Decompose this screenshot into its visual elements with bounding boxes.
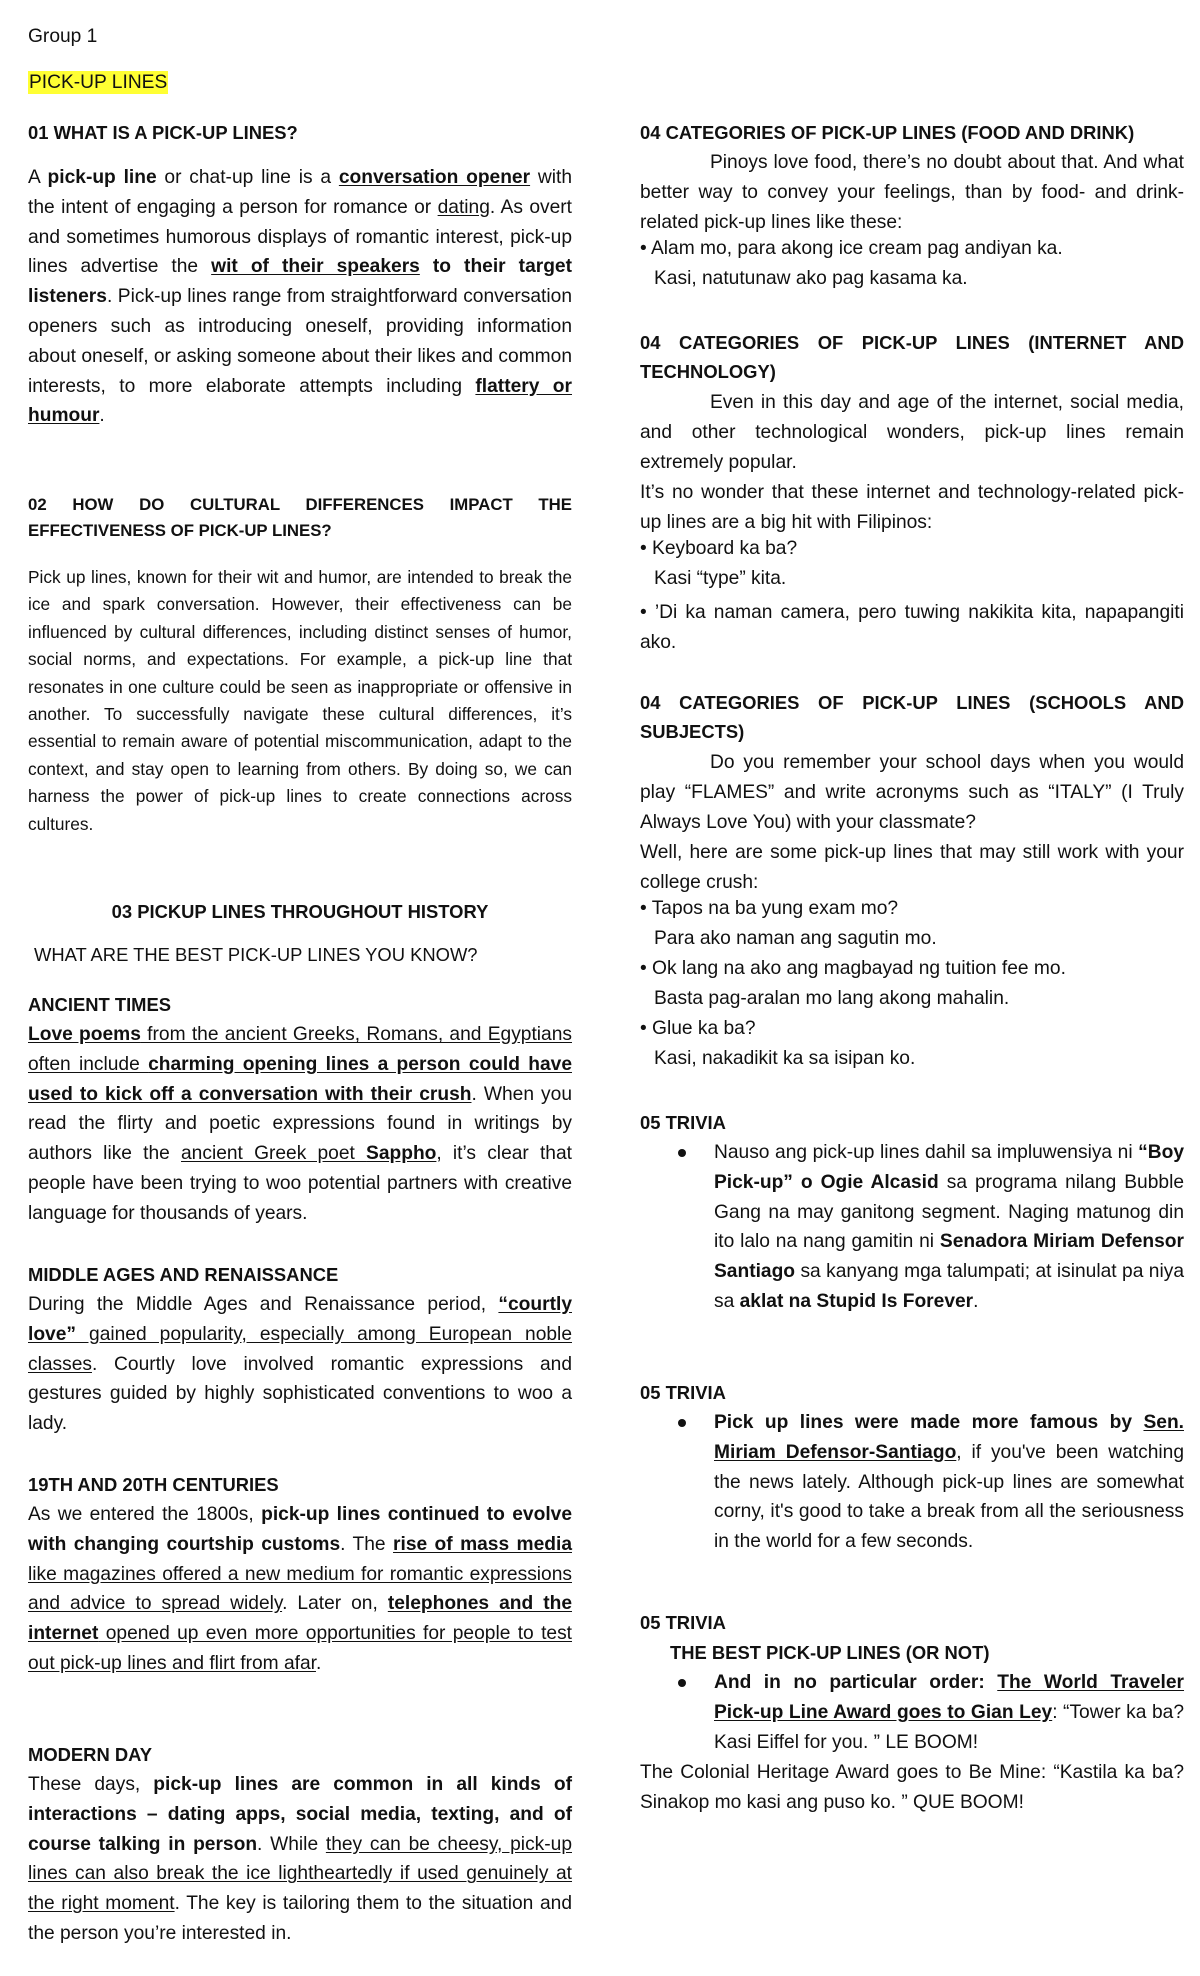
- schools-line-3: • Ok lang na ako ang magbayad ng tuition fee mo.: [640, 958, 1066, 979]
- centuries-heading: 19TH AND 20TH CENTURIES: [28, 1474, 279, 1495]
- internet-line-3: • ’Di ka naman camera, pero tuwing nakikita kita, napapangiti ako.: [640, 602, 1184, 653]
- trivia-2-list: [640, 1408, 1184, 1557]
- food-line-2: Kasi, natutunaw ako pag kasama ka.: [654, 268, 968, 289]
- section-02-heading: 02 HOW DO CULTURAL DIFFERENCES IMPACT THE EFFECTIVENESS OF PICK-UP LINES?: [28, 495, 572, 540]
- food-drink-intro: Pinoys love food, there’s no doubt about that. And what better way to convey your feelings, than by food- and drink- related pick-up lines like these:: [640, 152, 1184, 233]
- section-03-question: WHAT ARE THE BEST PICK-UP LINES YOU KNOW?: [34, 944, 478, 965]
- section-01-heading: 01 WHAT IS A PICK-UP LINES?: [28, 122, 298, 143]
- trivia-3-heading: 05 TRIVIA: [640, 1612, 726, 1633]
- schools-line-2: Para ako naman ang sagutin mo.: [654, 928, 937, 949]
- modern-day-heading: MODERN DAY: [28, 1744, 152, 1765]
- schools-heading: 04 CATEGORIES OF PICK-UP LINES (SCHOOLS AND SUBJECTS): [640, 692, 1184, 742]
- trivia-2-heading: 05 TRIVIA: [640, 1382, 726, 1403]
- section-03-heading: 03 PICKUP LINES THROUGHOUT HISTORY: [111, 901, 489, 922]
- trivia-3-list: [640, 1668, 1184, 1757]
- internet-intro: Even in this day and age of the internet, social media, and other technological wonders, pick-up lines remain extremely popular.: [640, 392, 1184, 473]
- ancient-times-body: Love poems from the ancient Greeks, Romans, and Egyptians often include charming opening lines a person could have used to kick off a conversation with their crush. When you read the flirty and poetic expressions found in writings by authors like the ancient Greek poet Sappho, it’s clear that people have been trying to woo potential partners with creative language for thousands of years.: [28, 1024, 572, 1224]
- schools-line-4: Basta pag-aralan mo lang akong mahalin.: [654, 988, 1010, 1009]
- trivia-3-subheading: THE BEST PICK-UP LINES (OR NOT): [670, 1642, 990, 1663]
- bullet-icon: [678, 1679, 686, 1687]
- internet-line-1: • Keyboard ka ba?: [640, 538, 798, 559]
- schools-line-1: • Tapos na ba yung exam mo?: [640, 898, 899, 919]
- trivia-3-item: And in no particular order: The World Traveler Pick-up Line Award goes to Gian Ley: “Tower ka ba? Kasi Eiffel for you. ” LE BOOM!: [640, 1668, 1184, 1757]
- ancient-times-heading: ANCIENT TIMES: [28, 994, 172, 1015]
- food-drink-heading: 04 CATEGORIES OF PICK-UP LINES (FOOD AND DRINK): [640, 122, 1135, 143]
- schools-line-5: • Glue ka ba?: [640, 1018, 756, 1039]
- schools-intro-2: Well, here are some pick-up lines that may still work with your college crush:: [640, 842, 1184, 893]
- group-label: Group 1: [28, 26, 98, 47]
- trivia-1-heading: 05 TRIVIA: [640, 1112, 726, 1133]
- food-line-1: • Alam mo, para akong ice cream pag andiyan ka.: [640, 238, 1063, 259]
- trivia-3-closing: The Colonial Heritage Award goes to Be Mine: “Kastila ka ba? Sinakop mo kasi ang puso ko. ” QUE BOOM!: [640, 1762, 1184, 1813]
- middle-ages-body: During the Middle Ages and Renaissance period, “courtly love” gained popularity, especially among European noble classes. Courtly love involved romantic expressions and gestures guided by highly sophisticated conventions to woo a lady.: [28, 1294, 572, 1435]
- internet-heading: 04 CATEGORIES OF PICK-UP LINES (INTERNET AND TECHNOLOGY): [640, 332, 1184, 382]
- section-01-body: A pick-up line or chat-up line is a conversation opener with the intent of engaging a person for romance or dating. As overt and sometimes humorous displays of romantic interest, pick-up lines advertise the wit of their speakers to their target listeners. Pick-up lines range from straightforward conversation openers such as introducing oneself, providing information about oneself, or asking someone about their likes and common interests, to more elaborate attempts including flattery or humour.: [28, 167, 573, 427]
- centuries-body: As we entered the 1800s, pick-up lines continued to evolve with changing courtship customs. The rise of mass media like magazines offered a new medium for romantic expressions and advice to spread widely. Later on, telephones and the internet opened up even more opportunities for people to test out pick-up lines and flirt from afar.: [28, 1504, 572, 1674]
- internet-intro-2: It’s no wonder that these internet and technology-related pick-up lines are a big hit with Filipinos:: [640, 482, 1184, 533]
- schools-line-6: Kasi, nakadikit ka sa isipan ko.: [654, 1048, 916, 1069]
- bullet-icon: [678, 1149, 686, 1157]
- trivia-1-list: [640, 1138, 1184, 1317]
- trivia-1-item: Nauso ang pick-up lines dahil sa impluwensiya ni “Boy Pick-up” o Ogie Alcasid sa programa nilang Bubble Gang na may ganitong segment. Naging matunog din ito lalo na nang gamitin ni Senadora Miriam Defensor Santiago sa kanyang mga talumpati; at isinulat pa niya sa aklat na Stupid Is Forever.: [640, 1138, 1184, 1317]
- modern-day-body: These days, pick-up lines are common in all kinds of interactions – dating apps, social media, texting, and of course talking in person. While they can be cheesy, pick-up lines can also break the ice lightheartedly if used genuinely at the right moment. The key is tailoring them to the situation and the person you’re interested in.: [28, 1774, 572, 1944]
- section-02-body: Pick up lines, known for their wit and humor, are intended to break the ice and spark conversation. However, their effectiveness can be influenced by cultural differences, including distinct senses of humor, social norms, and expectations. For example, a pick-up line that resonates in one culture could be seen as inappropriate or offensive in another. To successfully navigate these cultural differences, it’s essential to remain aware of potential miscommunication, adapt to the context, and stay open to learning from others. By doing so, we can harness the power of pick-up lines to create connections across cultures.: [28, 567, 572, 834]
- internet-line-2: Kasi “type” kita.: [654, 568, 787, 589]
- bullet-icon: [678, 1419, 686, 1427]
- trivia-2-item: Pick up lines were made more famous by Sen. Miriam Defensor-Santiago, if you've been watching the news lately. Although pick-up lines are somewhat corny, it's good to take a break from all the seriousness in the world for a few seconds.: [640, 1408, 1184, 1557]
- middle-ages-heading: MIDDLE AGES AND RENAISSANCE: [28, 1264, 339, 1285]
- schools-intro: Do you remember your school days when you would play “FLAMES” and write acronyms such as “ITALY” (I Truly Always Love You) with your classmate?: [640, 752, 1184, 833]
- doc-title: PICK-UP LINES: [29, 72, 168, 93]
